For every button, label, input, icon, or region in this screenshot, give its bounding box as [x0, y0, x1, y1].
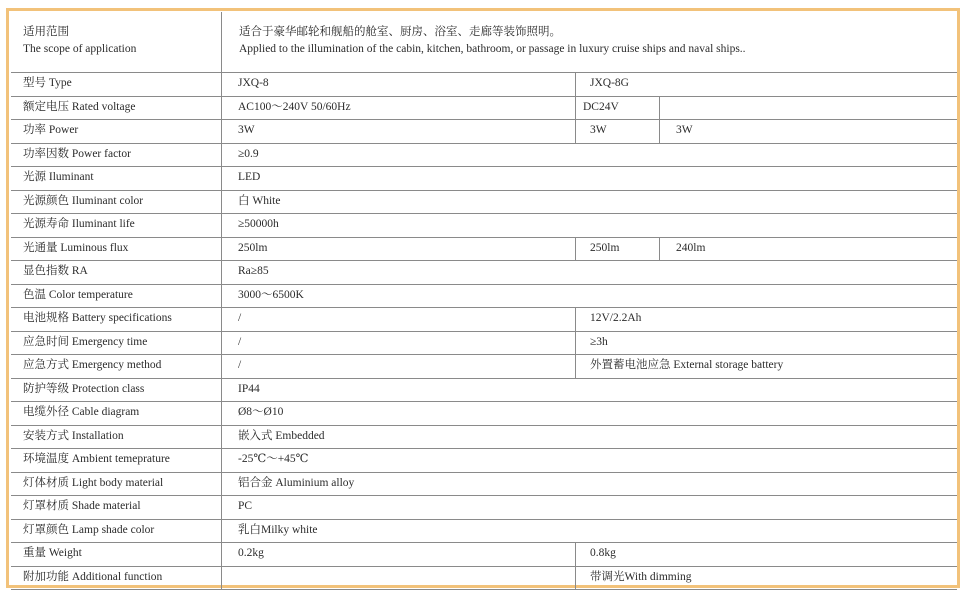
- row-cell: 铝合金 Aluminium alloy: [238, 477, 355, 489]
- row-cell: 3000～6500K: [238, 289, 304, 301]
- grid-line: [11, 472, 957, 473]
- grid-line: [11, 143, 957, 144]
- grid-line: [11, 519, 957, 520]
- grid-line: [11, 260, 957, 261]
- row-label: 灯体材质 Light body material: [23, 477, 164, 489]
- row-label: 灯罩颜色 Lamp shade color: [23, 524, 155, 536]
- row-label: 附加功能 Additional function: [23, 571, 163, 583]
- grid-line: [659, 96, 660, 119]
- row-cell: 乳白Milky white: [238, 524, 318, 536]
- row-cell: 外置蓄电池应急 External storage battery: [590, 359, 784, 371]
- row-label: 色温 Color temperature: [23, 289, 133, 301]
- grid-line: [11, 190, 957, 191]
- grid-line: [11, 72, 957, 73]
- scope-label-en: The scope of application: [23, 43, 137, 55]
- row-cell: LED: [238, 171, 261, 183]
- row-label: 防护等级 Protection class: [23, 383, 145, 395]
- row-cell: /: [238, 336, 242, 348]
- row-label: 显色指数 RA: [23, 265, 88, 277]
- row-cell: -25℃～+45℃: [238, 453, 309, 465]
- grid-line: [11, 331, 957, 332]
- grid-line: [575, 354, 576, 378]
- grid-line: [11, 566, 957, 567]
- grid-line: [11, 284, 957, 285]
- row-label: 电池规格 Battery specifications: [23, 312, 172, 324]
- row-cell: 3W: [676, 124, 693, 136]
- grid-line: [11, 448, 957, 449]
- row-label: 重量 Weight: [23, 547, 82, 559]
- row-cell: 白 White: [238, 195, 281, 207]
- row-cell: AC100～240V 50/60Hz: [238, 101, 351, 113]
- grid-line: [575, 542, 576, 566]
- row-cell: ≥50000h: [238, 218, 279, 230]
- row-cell: 240lm: [676, 242, 706, 254]
- row-cell: /: [238, 359, 242, 371]
- grid-line: [11, 213, 957, 214]
- row-cell: 12V/2.2Ah: [590, 312, 642, 324]
- grid-line: [221, 12, 222, 589]
- scope-text-en: Applied to the illumination of the cabin, kitchen, bathroom, or passage in luxury cruise ships and naval ships..: [239, 43, 746, 55]
- row-cell: Ø8～Ø10: [238, 406, 284, 418]
- row-cell: /: [238, 312, 242, 324]
- row-cell: 3W: [590, 124, 607, 136]
- grid-line: [11, 119, 957, 120]
- row-cell: ≥3h: [590, 336, 608, 348]
- row-cell: PC: [238, 500, 253, 512]
- grid-line: [11, 354, 957, 355]
- row-label: 型号 Type: [23, 77, 72, 89]
- row-label: 光源颜色 Iluminant color: [23, 195, 144, 207]
- row-cell: 0.8kg: [590, 547, 616, 559]
- grid-line: [11, 166, 957, 167]
- row-label: 光源寿命 Iluminant life: [23, 218, 135, 230]
- grid-line: [11, 542, 957, 543]
- grid-line: [11, 589, 957, 590]
- grid-line: [11, 495, 957, 496]
- row-label: 应急时间 Emergency time: [23, 336, 148, 348]
- grid-line: [11, 307, 957, 308]
- row-cell: JXQ-8G: [590, 77, 629, 89]
- row-cell: ≥0.9: [238, 148, 259, 160]
- row-label: 应急方式 Emergency method: [23, 359, 162, 371]
- grid-line: [575, 96, 576, 119]
- grid-line: [575, 307, 576, 331]
- grid-line: [575, 566, 576, 589]
- grid-line: [659, 237, 660, 260]
- grid-line: [575, 119, 576, 143]
- row-label: 光源 Iluminant: [23, 171, 94, 183]
- grid-line: [11, 96, 957, 97]
- row-cell: 250lm: [590, 242, 620, 254]
- row-label: 额定电压 Rated voltage: [23, 101, 136, 113]
- row-label: 功率因数 Power factor: [23, 148, 131, 160]
- grid-line: [575, 72, 576, 96]
- row-label: 安装方式 Installation: [23, 430, 124, 442]
- row-label: 光通量 Luminous flux: [23, 242, 129, 254]
- row-cell: IP44: [238, 383, 260, 395]
- grid-line: [11, 401, 957, 402]
- row-label: 环境温度 Ambient temeprature: [23, 453, 170, 465]
- grid-line: [575, 237, 576, 260]
- grid-line: [11, 425, 957, 426]
- row-label: 功率 Power: [23, 124, 79, 136]
- grid-line: [11, 237, 957, 238]
- row-cell: DC24V: [583, 101, 619, 113]
- grid-line: [575, 331, 576, 354]
- row-label: 灯罩材质 Shade material: [23, 500, 141, 512]
- row-cell: 3W: [238, 124, 255, 136]
- row-cell: 带调光With dimming: [590, 571, 692, 583]
- spec-table-frame: [6, 8, 960, 588]
- row-cell: 0.2kg: [238, 547, 264, 559]
- grid-line: [659, 119, 660, 143]
- row-cell: Ra≥85: [238, 265, 269, 277]
- row-label: 电缆外径 Cable diagram: [23, 406, 140, 418]
- grid-line: [11, 378, 957, 379]
- row-cell: JXQ-8: [238, 77, 269, 89]
- scope-text-cn: 适合于豪华邮轮和舰船的舱室、厨房、浴室、走廊等装饰照明。: [239, 26, 561, 38]
- row-cell: 250lm: [238, 242, 268, 254]
- row-cell: 嵌入式 Embedded: [238, 430, 325, 442]
- scope-label-cn: 适用范围: [23, 26, 69, 38]
